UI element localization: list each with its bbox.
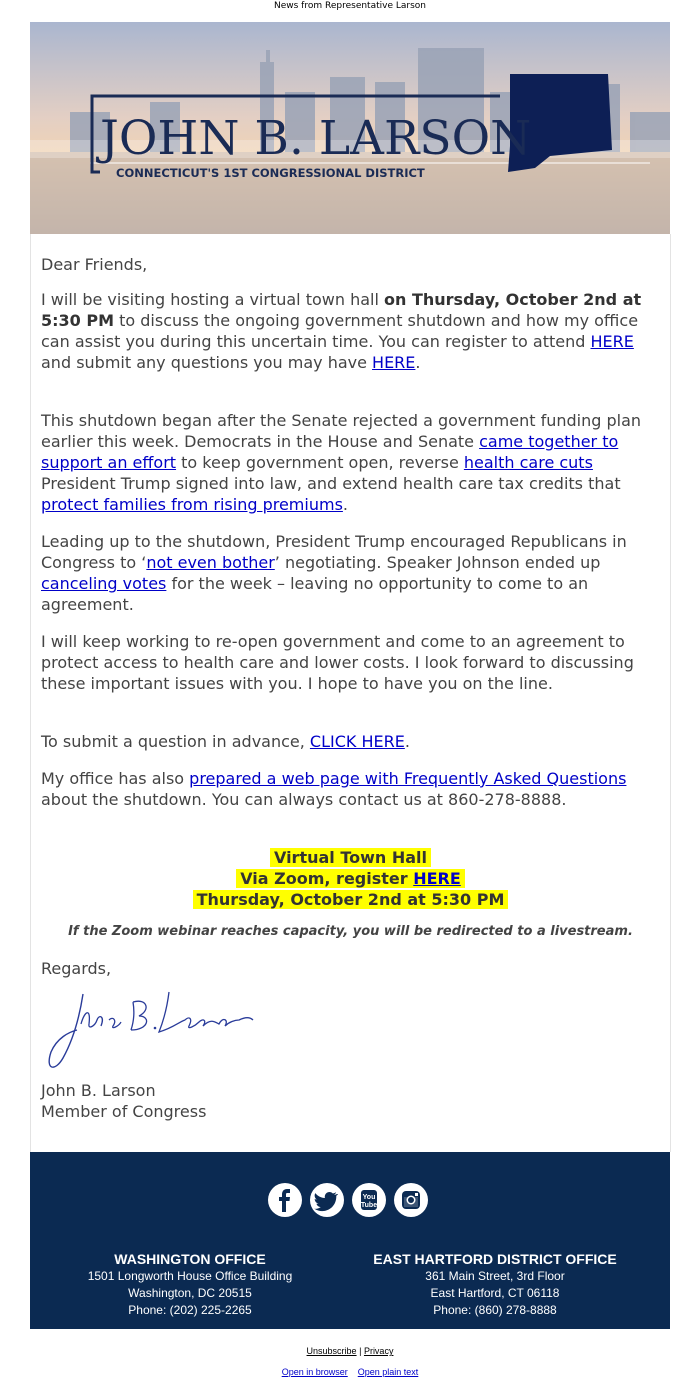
- p1-text-b: to discuss the ongoing government shutdown and how my office can assist you during this uncertain time. You can register to attend: [41, 311, 639, 351]
- privacy-link[interactable]: Privacy: [363, 1346, 394, 1356]
- paragraph-2: [41, 410, 661, 515]
- preheader-text: News from Representative Larson: [274, 1, 426, 11]
- youtube-icon[interactable]: [352, 1183, 386, 1217]
- event-line-1: Virtual Town Hall: [31, 847, 670, 868]
- event-line-2: Via Zoom, register HERE: [31, 868, 670, 889]
- p5-text-b: .: [404, 732, 410, 751]
- paragraph-4: I will keep working to re-open government and come to an agreement to protect access to health care and lower costs. I look forward to discussing these important issues with you. I hope to have you on the line.: [41, 632, 634, 693]
- capacity-note: If the Zoom webinar reaches capacity, you will be redirected to a livestream.: [68, 924, 633, 939]
- legal-links: [0, 1346, 700, 1356]
- click-here-link[interactable]: CLICK HERE: [309, 732, 405, 751]
- paragraph-1: [41, 289, 661, 373]
- footer: [30, 1152, 670, 1329]
- letter-body: [30, 234, 671, 1152]
- office-title: EAST HARTFORD DISTRICT OFFICE: [373, 1251, 617, 1267]
- event-line-3: Thursday, October 2nd at 5:30 PM: [31, 889, 670, 910]
- office-address-line2: Washington, DC 20515: [128, 1286, 252, 1300]
- office-address-line1: 361 Main Street, 3rd Floor: [425, 1269, 565, 1283]
- facebook-icon[interactable]: [268, 1183, 302, 1217]
- header-banner: [30, 22, 670, 234]
- office-title: WASHINGTON OFFICE: [114, 1251, 266, 1267]
- health-care-cuts-link[interactable]: health care cuts: [463, 453, 593, 472]
- unsubscribe-link[interactable]: Unsubscribe: [306, 1346, 357, 1356]
- p1-text-c: and submit any questions you may have: [41, 353, 373, 372]
- p1-text-d: .: [415, 353, 421, 372]
- signer-title: Member of Congress: [41, 1102, 207, 1121]
- svg-text:Tube: Tube: [360, 1202, 378, 1209]
- skyline-illustration: [30, 22, 670, 234]
- washington-office: [40, 1251, 340, 1319]
- p5-text-a: To submit a question in advance,: [41, 732, 310, 751]
- social-icons: [268, 1183, 428, 1217]
- zoom-register-link[interactable]: HERE: [413, 869, 461, 888]
- p3-text-b: ’ negotiating. Speaker Johnson ended up: [274, 553, 601, 572]
- office-phone: Phone: (202) 225-2265: [128, 1303, 252, 1317]
- banner-district: CONNECTICUT'S 1ST CONGRESSIONAL DISTRICT: [116, 166, 425, 180]
- open-plain-text-link[interactable]: Open plain text: [357, 1367, 419, 1377]
- closing: Regards,: [41, 959, 112, 978]
- p3-text-a: Leading up to the shutdown, President Trump encouraged Republicans in Congress to ‘: [41, 532, 627, 572]
- view-links: [0, 1367, 700, 1377]
- not-even-bother-link[interactable]: not even bother: [146, 553, 275, 572]
- link-separator: |: [359, 1346, 362, 1356]
- east-hartford-office: [345, 1251, 645, 1319]
- p6-text-a: My office has also: [41, 769, 190, 788]
- protect-families-link[interactable]: protect families from rising premiums: [41, 495, 343, 514]
- instagram-icon[interactable]: [394, 1183, 428, 1217]
- paragraph-5: [41, 731, 661, 752]
- svg-text:You: You: [362, 1194, 376, 1201]
- paragraph-3: [41, 531, 661, 615]
- office-phone: Phone: (860) 278-8888: [433, 1303, 557, 1317]
- greeting: Dear Friends,: [41, 255, 148, 274]
- came-together-link[interactable]: came together to support an effort: [41, 432, 619, 472]
- p2-text-b: to keep government open, reverse: [176, 453, 464, 472]
- register-link[interactable]: HERE: [590, 332, 634, 351]
- signer-name: John B. Larson: [41, 1081, 156, 1100]
- p2-text-c: President Trump signed into law, and extend health care tax credits that: [41, 474, 621, 493]
- p2-text-a: This shutdown began after the Senate rejected a government funding plan earlier this week. Democrats in the House and Senate: [41, 411, 642, 451]
- p1-date-bold: on Thursday, October 2nd at 5:30 PM: [41, 290, 642, 330]
- open-in-browser-link[interactable]: Open in browser: [281, 1367, 348, 1377]
- p1-text-a: I will be visiting hosting a virtual town hall: [41, 290, 384, 309]
- office-address-line2: East Hartford, CT 06118: [430, 1286, 560, 1300]
- banner-name: JOHN B. LARSON: [100, 111, 532, 166]
- p6-text-b: about the shutdown. You can always contact us at 860-278-8888.: [41, 790, 567, 809]
- canceling-votes-link[interactable]: canceling votes: [41, 574, 167, 593]
- p3-text-c: for the week – leaving no opportunity to come to an agreement.: [41, 574, 589, 614]
- questions-link[interactable]: HERE: [372, 353, 416, 372]
- faq-link[interactable]: prepared a web page with Frequently Asked Questions: [189, 769, 627, 788]
- twitter-icon[interactable]: [310, 1183, 344, 1217]
- p2-text-d: .: [342, 495, 348, 514]
- signature: [43, 980, 263, 1080]
- paragraph-6: [41, 768, 661, 810]
- office-address-line1: 1501 Longworth House Office Building: [87, 1269, 293, 1283]
